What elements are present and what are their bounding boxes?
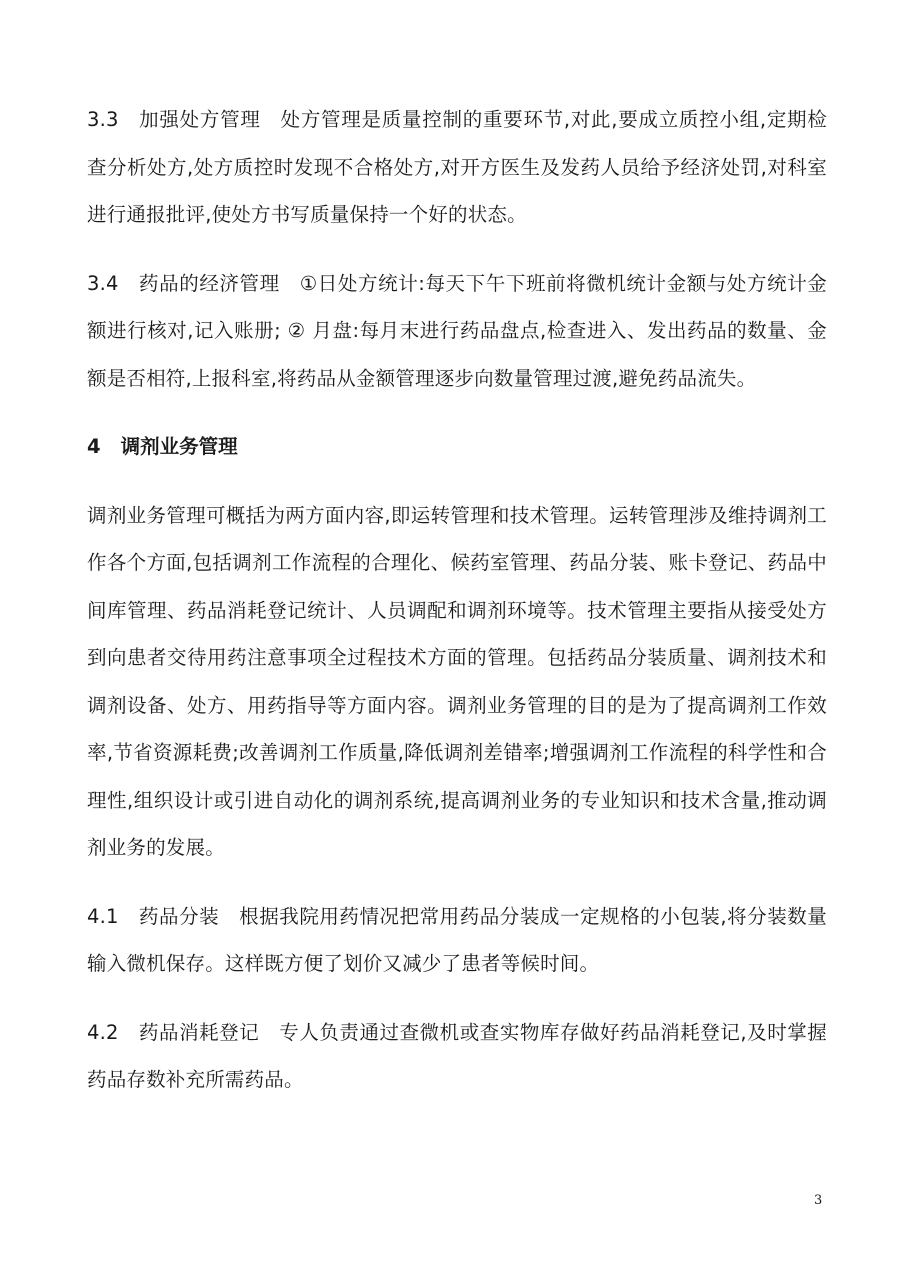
heading-number: 4: [87, 435, 101, 458]
section-3-3: [87, 96, 827, 239]
section-4-body: 调剂业务管理可概括为两方面内容,即运转管理和技术管理。运转管理涉及维持调剂工作各个方面,包括调剂工作流程的合理化、候药室管理、药品分装、账卡登记、药品中间库管理、药品消耗登记统计、人员调配和调剂环境等。技术管理主要指从接受处方到向患者交待用药注意事项全过程技术方面的管理。包括药品分装质量、调剂技术和调剂设备、处方、用药指导等方面内容。调剂业务管理的目的是为了提高调剂工作效率,节省资源耗费;改善调剂工作质量,降低调剂差错率;增强调剂工作流程的科学性和合理性,组织设计或引进自动化的调剂系统,提高调剂业务的专业知识和技术含量,推动调剂业务的发展。: [87, 503, 827, 859]
section-title: 药品的经济管理: [138, 271, 280, 295]
section-number: 3.4: [87, 271, 119, 295]
section-4-heading: [87, 423, 827, 471]
section-title: 药品消耗登记: [138, 1020, 260, 1044]
document-page: [87, 96, 827, 1104]
section-text: 根据我院用药情况把常用药品分装成一定规格的小包装,将分装数量输入微机保存。这样既方便了划价又减少了患者等候时间。: [87, 904, 827, 975]
section-number: 3.3: [87, 108, 119, 131]
page-number: 3: [814, 1193, 823, 1208]
section-title: 加强处方管理: [138, 108, 261, 131]
section-text: 处方管理是质量控制的重要环节,对此,要成立质控小组,定期检查分析处方,处方质控时发现不合格处方,对开方医生及发药人员给予经济处罚,对科室进行通报批评,使处方书写质量保持一个好的状态。: [87, 108, 827, 226]
heading-title: 调剂业务管理: [120, 435, 238, 458]
section-title: 药品分装: [138, 904, 220, 928]
section-number: 4.2: [87, 1020, 119, 1044]
section-number: 4.1: [87, 904, 119, 928]
section-3-4: [87, 260, 827, 403]
section-4-1: [87, 893, 827, 988]
section-text: 专人负责通过查微机或查实物库存做好药品消耗登记,及时掌握药品存数补充所需药品。: [87, 1020, 827, 1091]
section-text: ①日处方统计:每天下午下班前将微机统计金额与处方统计金额进行核对,记入账册; ② 月盘:每月末进行药品盘点,检查进入、发出药品的数量、金额是否相符,上报科室,将药品从金额管理逐步向数量管理过渡,避免药品流失。: [87, 271, 828, 390]
section-4-2: [87, 1009, 827, 1104]
